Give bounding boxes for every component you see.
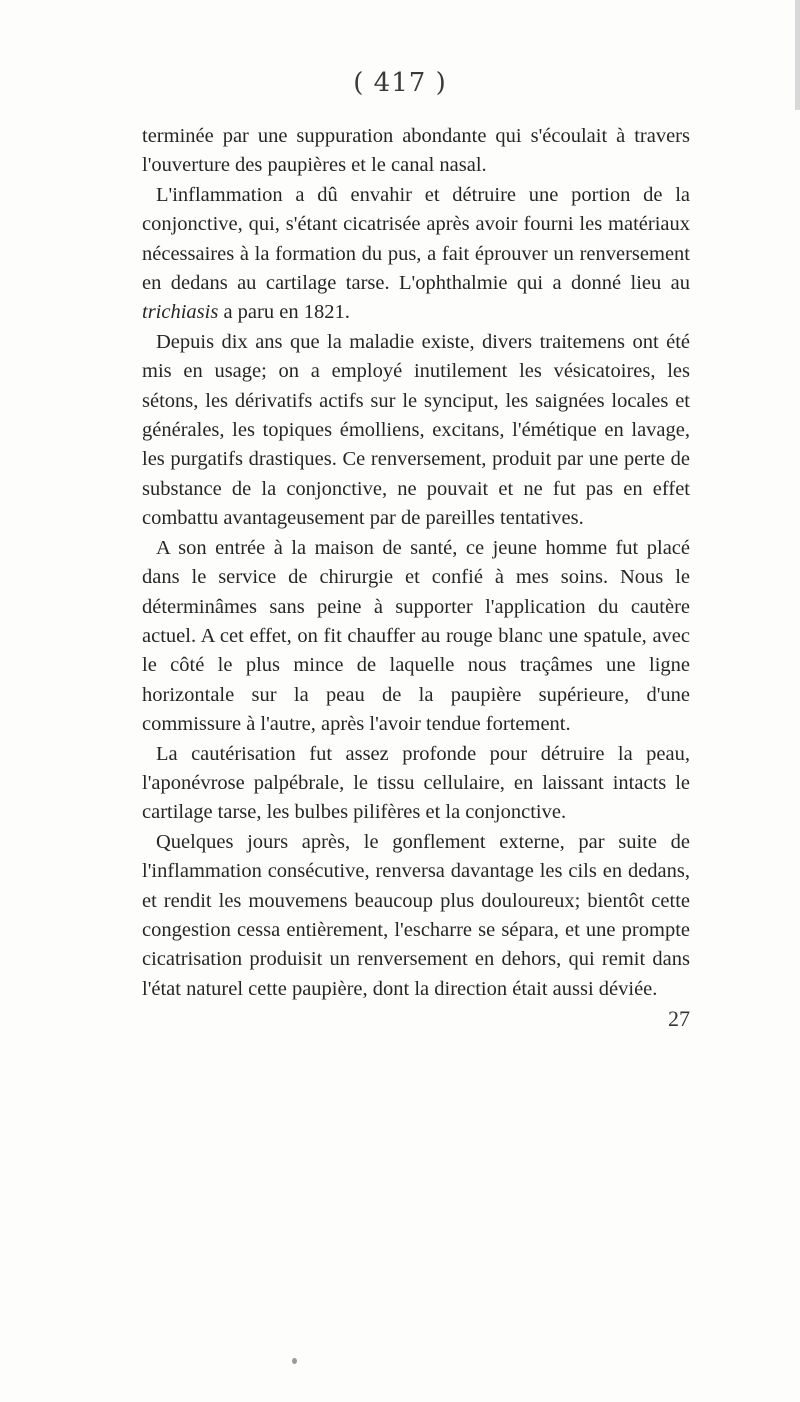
paragraph-1: terminée par une suppuration abondante qui s'écoulait à travers l'ouverture des paupières et le canal nasal. — [142, 125, 690, 177]
paragraph-2: L'inflammation a dû envahir et détruire une portion de la conjonctive, qui, s'étant cicatrisée après avoir fourni les matériaux nécessaires à la formation du pus, a fait éprouver un renversement en dedans au cartilage tarse. L'ophthalmie qui a donné lieu au trichiasis a paru en 1821. — [142, 183, 690, 324]
paragraph-4: A son entrée à la maison de santé, ce jeune homme fut placé dans le service de chirurgie et confié à mes soins. Nous le déterminâmes sans peine à supporter l'application du cautère actuel. A cet effet, on fit chauffer au rouge blanc une spatule, avec le côté le plus mince de laquelle nous traçâmes une ligne horizontale sur la peau de la paupière supérieure, d'une commissure à l'autre, après l'avoir tendue fortement. — [142, 536, 690, 736]
page-number: ( 417 ) — [353, 68, 447, 98]
paper-speck — [292, 1358, 297, 1364]
signature-mark: 27 — [668, 1006, 690, 1031]
italic-term: trichiasis — [142, 301, 219, 324]
paragraph-3: Depuis dix ans que la maladie existe, divers traitemens ont été mis en usage; on a employé inutilement les vésicatoires, les sétons, les dérivatifs actifs sur le synciput, les saignées locales et générales, les topiques émolliens, excitans, l'émétique en lavage, les purgatifs drastiques. Ce renversement, produit par une perte de substance de la conjonctive, ne pouvait et ne fut pas en effet combattu avantageusement par de pareilles tentatives. — [142, 330, 690, 530]
paragraph-6: Quelques jours après, le gonflement externe, par suite de l'inflammation consécutive, renversa davantage les cils en dedans, et rendit les mouvemens beaucoup plus douloureux; bientôt cette congestion cessa entièrement, l'escharre se sépara, et une prompte cicatrisation produisit un renversement en dehors, qui remit dans l'état naturel cette paupière, dont la direction était aussi déviée. — [142, 830, 690, 1000]
body-text — [142, 122, 690, 1004]
paragraph-5: La cautérisation fut assez profonde pour détruire la peau, l'aponévrose palpébrale, le tissu cellulaire, en laissant intacts le cartilage tarse, les bulbes pilifères et la conjonctive. — [142, 742, 690, 824]
